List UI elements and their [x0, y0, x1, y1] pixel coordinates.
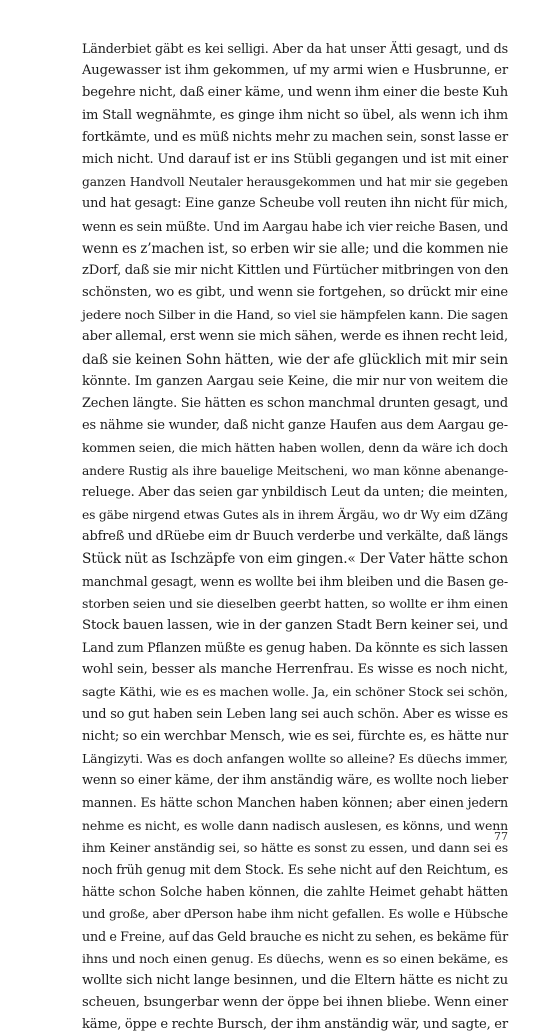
- text-line: ganzen Handvoll Neutaler herausgekommen und hat mir sie gegeben: [82, 175, 508, 190]
- text-line: noch früh genug mit dem Stock. Es sehe nicht auf den Reichtum, es: [82, 861, 508, 877]
- text-line: aber allemal, erst wenn sie mich sähen, werde es ihnen recht leid,: [82, 329, 508, 345]
- text-line: und e Freine, auf das Geld brauche es nicht zu sehen, es bekäme für: [82, 928, 508, 944]
- text-line: andere Rustig als ihre bauelige Meitscheni, wo man könne abenange-: [82, 463, 508, 478]
- text-line: Längizyti. Was es doch anfangen wollte so alleine? Es düechs immer,: [82, 751, 508, 766]
- text-line: und große, aber dPerson habe ihm nicht gefallen. Es wolle e Hübsche: [82, 907, 508, 922]
- text-line: Stock bauen lassen, wie in der ganzen Stadt Bern keiner sei, und: [82, 617, 508, 633]
- text-line: könnte. Im ganzen Aargau seie Keine, die mir nur von weitem die: [82, 373, 508, 389]
- text-line: Stück nüt as Ischzäpfe von eim gingen.« Der Vater hätte schon: [82, 551, 508, 568]
- text-line: wohl sein, besser als manche Herrenfrau. Es wisse es noch nicht,: [82, 662, 508, 678]
- text-line: und so gut haben sein Leben lang sei auch schön. Aber es wisse es: [82, 706, 508, 722]
- text-line: käme, öppe e rechte Bursch, der ihm anständig wär, und sagte, er: [82, 1017, 508, 1033]
- text-line: und hat gesagt: Eine ganze Scheube voll reuten ihn nicht für mich,: [82, 196, 508, 212]
- text-line: manchmal gesagt, wenn es wollte bei ihm bleiben und die Basen ge-: [82, 573, 508, 589]
- text-line: es gäbe nirgend etwas Gutes als in ihrem Ärgäu, wo dr Wy eim dZäng: [82, 507, 508, 522]
- text-line: wenn es sein müßte. Und im Aargau habe ich vier reiche Basen, und: [82, 218, 509, 234]
- page-number: 77: [494, 830, 508, 843]
- text-line: Zechen längte. Sie hätten es schon manchmal drunten gesagt, und: [82, 396, 508, 411]
- text-line: nehme es nicht, es wolle dann nadisch auslesen, es könns, und wenn: [82, 817, 508, 833]
- text-line: wollte sich nicht lange besinnen, und die Eltern hätte es nicht zu: [82, 972, 508, 988]
- text-line: mannen. Es hätte schon Manchen haben können; aber einen jedern: [82, 795, 508, 811]
- text-line: jedere noch Silber in die Hand, so viel sie hämpfelen kann. Die sagen: [82, 307, 508, 323]
- text-line: wenn es z’machen ist, so erben wir sie alle; und die kommen nie: [82, 240, 509, 257]
- text-line: Augewasser ist ihm gekommen, uf my armi wien e Husbrunne, er: [82, 63, 508, 79]
- text-line: sagte Käthi, wie es es machen wolle. Ja, ein schöner Stock sei schön,: [82, 684, 508, 700]
- text-line: begehre nicht, daß einer käme, und wenn ihm einer die beste Kuh: [82, 85, 508, 101]
- text-line: schönsten, wo es gibt, und wenn sie fortgehen, so drückt mir eine: [82, 285, 508, 301]
- text-line: scheuen, bsungerbar wenn der öppe bei ihnen bliebe. Wenn einer: [82, 995, 508, 1011]
- text-line: im Stall wegnähmte, es ginge ihm nicht so übel, als wenn ich ihm: [82, 107, 508, 123]
- text-line: kommen seien, die mich hätten haben wollen, denn da wäre ich doch: [82, 440, 508, 456]
- text-line: mich nicht. Und darauf ist er ins Stübli gegangen und ist mit einer: [82, 151, 508, 167]
- text-line: zDorf, daß sie mir nicht Kittlen und Fürtücher mitbringen von den: [82, 262, 509, 278]
- text-line: hätte schon Solche haben können, die zahlte Heimet gehabt hätten: [82, 884, 508, 900]
- text-line: reluege. Aber das seien gar ynbildisch Leut da unten; die meinten,: [82, 484, 508, 500]
- text-line: daß sie keinen Sohn hätten, wie der afe glücklich mit mir sein: [82, 351, 508, 368]
- text-line: abfreß und dRüebe eim dr Buuch verderbe und verkälte, daß längs: [82, 529, 508, 545]
- text-line: ihm Keiner anständig sei, so hätte es sonst zu essen, und dann sei es: [82, 839, 508, 855]
- text-line: Länderbiet gäbt es kei selligi. Aber da hat unser Ätti gesagt, und ds: [82, 41, 508, 56]
- text-line: storben seien und sie dieselben geerbt hatten, so wollte er ihm einen: [82, 595, 508, 611]
- text-line: ihns und noch einen genug. Es düechs, wenn es so einen bekäme, es: [82, 950, 508, 966]
- text-line: nicht; so ein werchbar Mensch, wie es sei, fürchte es, es hätte nur: [82, 728, 509, 744]
- text-line: es nähme sie wunder, daß nicht ganze Haufen aus dem Aargau ge-: [82, 418, 508, 434]
- text-line: wenn so einer käme, der ihm anständig wäre, es wollte noch lieber: [82, 773, 508, 789]
- text-line: fortkämte, und es müß nichts mehr zu machen sein, sonst lasse er: [82, 129, 508, 145]
- text-line: Land zum Pflanzen müßte es genug haben. Da könnte es sich lassen: [82, 640, 508, 656]
- body-text: [82, 38, 508, 1036]
